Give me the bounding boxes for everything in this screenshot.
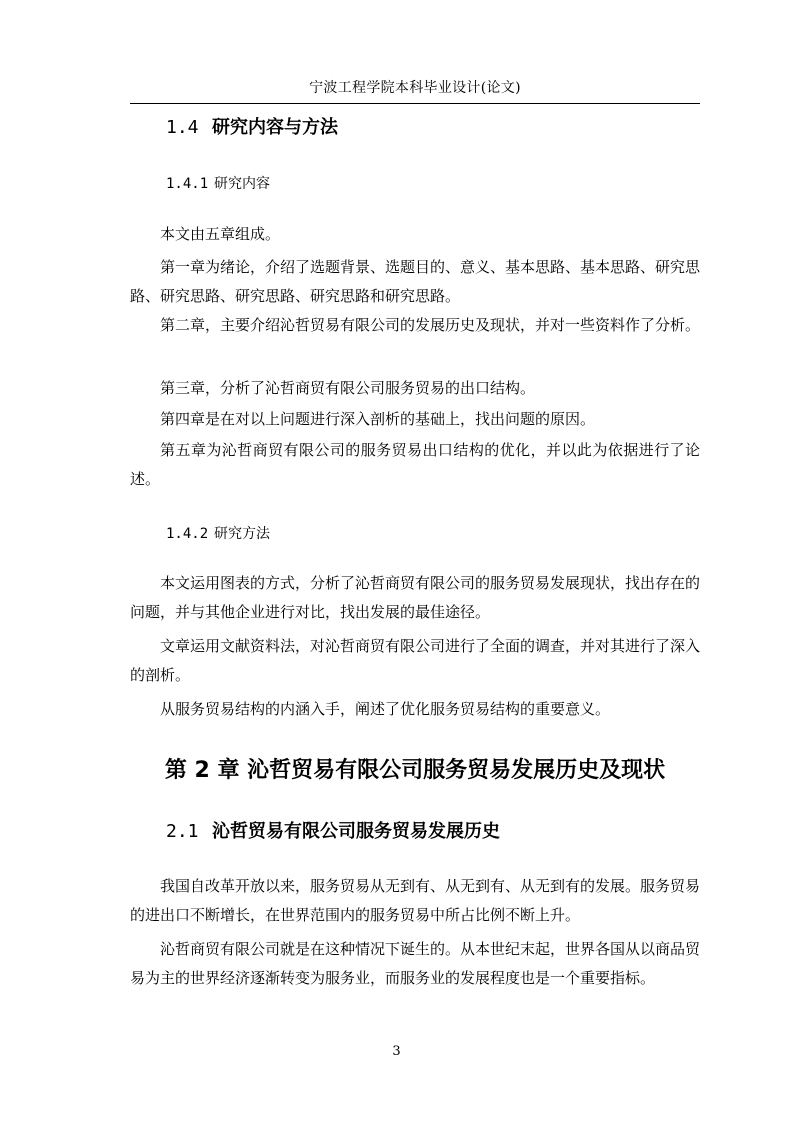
paragraph: 第三章，分析了沁哲商贸有限公司服务贸易的出口结构。 (160, 379, 536, 397)
subsection-heading-1-4-1 (166, 174, 270, 194)
page-header: 宁波工程学院本科毕业设计(论文) (309, 80, 521, 96)
paragraph: 本文由五章组成。 (160, 225, 281, 243)
section-heading-1-4 (166, 116, 338, 140)
subsection-title: 研究方法 (214, 526, 270, 542)
section-title: 沁哲贸易有限公司服务贸易发展历史 (212, 821, 500, 842)
page-number: 3 (392, 1044, 401, 1059)
paragraph: 第五章为沁哲商贸有限公司的服务贸易出口结构的优化，并以此为依据进行了论述。 (130, 441, 700, 488)
paragraph: 本文运用图表的方式，分析了沁哲商贸有限公司的服务贸易发展现状，找出存在的问题，并与其他企业进行对比，找出发展的最佳途径。 (130, 574, 701, 621)
paragraph: 沁哲商贸有限公司就是在这种情况下诞生的。从本世纪末起，世界各国从以商品贸易为主的世界经济逐渐转变为服务业，而服务业的发展程度也是一个重要指标。 (130, 940, 701, 987)
subsection-title: 研究内容 (214, 176, 270, 192)
paragraph: 文章运用文献资料法，对沁哲商贸有限公司进行了全面的调查，并对其进行了深入的剖析。 (130, 637, 701, 684)
subsection-number: 1.4.2 (166, 526, 209, 542)
header-divider (130, 103, 700, 104)
paragraph: 第二章，主要介绍沁哲贸易有限公司的发展历史及现状，并对一些资料作了分析。 (160, 316, 701, 334)
subsection-number: 1.4.1 (166, 176, 209, 192)
section-number: 2.1 (166, 821, 199, 842)
paragraph: 我国自改革开放以来，服务贸易从无到有、从无到有、从无到有的发展。服务贸易的进出口不断增长，在世界范围内的服务贸易中所占比例不断上升。 (130, 877, 701, 924)
paragraph: 从服务贸易结构的内涵入手，阐述了优化服务贸易结构的重要意义。 (160, 700, 611, 718)
section-number: 1.4 (166, 117, 199, 138)
section-heading-2-1 (166, 820, 500, 844)
subsection-heading-1-4-2 (166, 524, 270, 544)
section-title: 研究内容与方法 (212, 117, 338, 138)
paragraph: 第一章为绪论，介绍了选题背景、选题目的、意义、基本思路、基本思路、研究思路、研究思路、研究思路、研究思路和研究思路。 (130, 258, 701, 305)
chapter-title: 第 2 章 沁哲贸易有限公司服务贸易发展历史及现状 (164, 758, 666, 783)
paragraph: 第四章是在对以上问题进行深入剖析的基础上，找出问题的原因。 (160, 410, 596, 428)
